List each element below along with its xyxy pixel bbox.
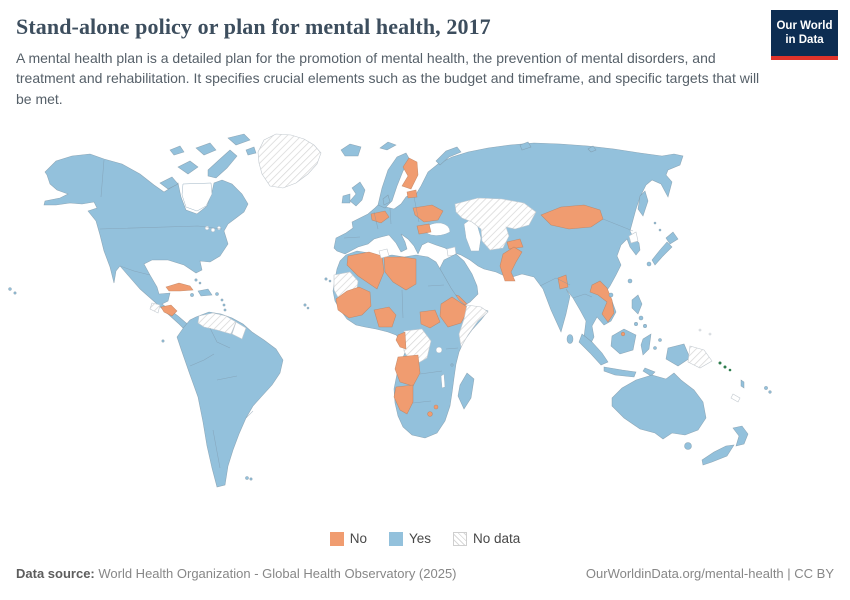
legend-label-no: No — [349, 531, 367, 546]
region-south-america[interactable] — [162, 312, 283, 487]
country-guatemala[interactable] — [150, 303, 160, 313]
country-papua-new-guinea[interactable] — [688, 346, 712, 368]
country-iceland[interactable] — [341, 144, 361, 156]
arctic-island-baffin[interactable] — [208, 150, 237, 178]
south-america-mainland[interactable] — [177, 312, 283, 487]
country-sulawesi[interactable] — [641, 334, 651, 355]
country-jamaica[interactable] — [190, 293, 193, 296]
world-map[interactable] — [0, 122, 850, 528]
micronesia-islands[interactable] — [699, 329, 701, 331]
solomon-islands[interactable] — [719, 362, 722, 365]
great-lakes — [217, 226, 221, 230]
falkland-islands[interactable] — [246, 477, 249, 480]
lesser-antilles[interactable] — [221, 299, 223, 301]
country-ireland[interactable] — [342, 194, 350, 203]
lesser-antilles[interactable] — [223, 304, 225, 306]
lake-malawi — [441, 374, 445, 388]
arctic-island[interactable] — [246, 147, 256, 155]
legend-label-no-data: No data — [473, 531, 521, 546]
country-vanuatu[interactable] — [741, 380, 744, 388]
country-canada-usa-mexico[interactable] — [44, 154, 248, 333]
country-bulgaria[interactable] — [417, 224, 431, 234]
moluccas-islands[interactable] — [659, 339, 662, 342]
country-hainan[interactable] — [609, 293, 613, 297]
country-new-caledonia[interactable] — [731, 394, 740, 402]
svalbard-islands[interactable] — [380, 142, 396, 150]
country-tasmania[interactable] — [685, 443, 692, 450]
data-source-label: Data source: — [16, 566, 95, 581]
arctic-island[interactable] — [196, 143, 216, 155]
chart-footer — [0, 566, 850, 581]
arctic-island[interactable] — [170, 146, 184, 155]
country-australia[interactable] — [612, 373, 706, 439]
galapagos-islands[interactable] — [162, 340, 164, 342]
country-lesotho[interactable] — [428, 412, 433, 417]
comoros-islands[interactable] — [451, 364, 453, 366]
great-lakes — [205, 226, 209, 230]
country-greenland[interactable] — [258, 134, 321, 188]
world-map-canvas[interactable] — [0, 122, 850, 528]
bahamas-islands[interactable] — [195, 279, 197, 281]
country-new-zealand-south[interactable] — [702, 445, 734, 465]
country-cuba[interactable] — [166, 283, 193, 291]
cape-verde-islands[interactable] — [304, 304, 306, 306]
owid-logo-line2: in Data — [785, 34, 824, 46]
country-philippines[interactable] — [632, 295, 642, 314]
country-fiji[interactable] — [769, 391, 772, 394]
country-sri-lanka[interactable] — [567, 335, 573, 344]
region-north-america[interactable] — [9, 134, 321, 333]
country-japan-honshu[interactable] — [652, 242, 672, 265]
kuril-islands[interactable] — [659, 229, 661, 231]
country-madagascar[interactable] — [458, 373, 474, 409]
country-puerto-rico[interactable] — [216, 293, 219, 296]
page-title: Stand-alone policy or plan for mental health, 2017 — [16, 14, 491, 39]
arctic-island[interactable] — [178, 161, 198, 174]
falkland-islands[interactable] — [250, 478, 252, 480]
country-west-new-guinea[interactable] — [666, 344, 690, 366]
chart-subtitle: A mental health plan is a detailed plan for the promotion of mental health, the prevention of mental disorders, and treatment and rehabilitation. It specifies crucial elements such as the budget and timeframe, and specific targets that will be met. — [16, 50, 760, 107]
legend-label-yes: Yes — [408, 531, 431, 546]
moluccas-islands[interactable] — [654, 347, 657, 350]
country-fiji[interactable] — [764, 386, 767, 389]
country-latvia[interactable] — [407, 190, 417, 198]
philippines-islands[interactable] — [643, 324, 646, 327]
country-hispaniola[interactable] — [198, 289, 212, 296]
chart-header — [0, 0, 850, 109]
cape-verde-islands[interactable] — [307, 307, 309, 309]
lake-victoria — [436, 347, 442, 353]
canary-islands[interactable] — [329, 280, 331, 282]
country-tunisia[interactable] — [379, 249, 389, 258]
bahamas-islands[interactable] — [199, 282, 201, 284]
region-japan[interactable] — [647, 222, 678, 266]
credit-link[interactable]: OurWorldinData.org/mental-health | CC BY — [585, 566, 834, 581]
kuril-islands[interactable] — [654, 222, 656, 224]
legend-swatch-no — [330, 532, 344, 546]
country-new-zealand-north[interactable] — [733, 426, 748, 446]
philippines-islands[interactable] — [639, 316, 643, 320]
philippines-islands[interactable] — [634, 322, 637, 325]
arctic-island-ellesmere[interactable] — [228, 134, 250, 145]
data-source — [16, 566, 457, 581]
lesser-antilles[interactable] — [224, 309, 226, 311]
legend-item-no-data[interactable] — [453, 531, 520, 546]
hawaii-islands[interactable] — [9, 288, 12, 291]
legend-swatch-yes — [389, 532, 403, 546]
country-eswatini[interactable] — [434, 405, 438, 409]
canary-islands[interactable] — [325, 278, 327, 280]
map-legend — [0, 531, 850, 546]
owid-logo-line1: Our World — [776, 19, 833, 32]
country-japan-kyushu[interactable] — [647, 262, 651, 266]
micronesia-islands[interactable] — [709, 333, 711, 335]
solomon-islands[interactable] — [729, 369, 732, 372]
legend-item-no[interactable] — [330, 531, 367, 546]
country-brunei[interactable] — [621, 332, 625, 336]
owid-logo[interactable] — [771, 10, 838, 60]
country-sumatra[interactable] — [579, 334, 608, 365]
country-japan-hokkaido[interactable] — [666, 232, 678, 244]
country-timor[interactable] — [643, 368, 655, 376]
country-united-kingdom[interactable] — [350, 182, 365, 206]
legend-swatch-no-data — [453, 532, 467, 546]
great-lakes — [211, 228, 215, 232]
legend-item-yes[interactable] — [389, 531, 431, 546]
solomon-islands[interactable] — [724, 366, 727, 369]
country-taiwan[interactable] — [628, 279, 632, 283]
data-source-value: World Health Organization - Global Health Observatory (2025) — [94, 566, 457, 581]
hawaii-islands[interactable] — [14, 292, 16, 294]
country-java[interactable] — [604, 367, 636, 377]
